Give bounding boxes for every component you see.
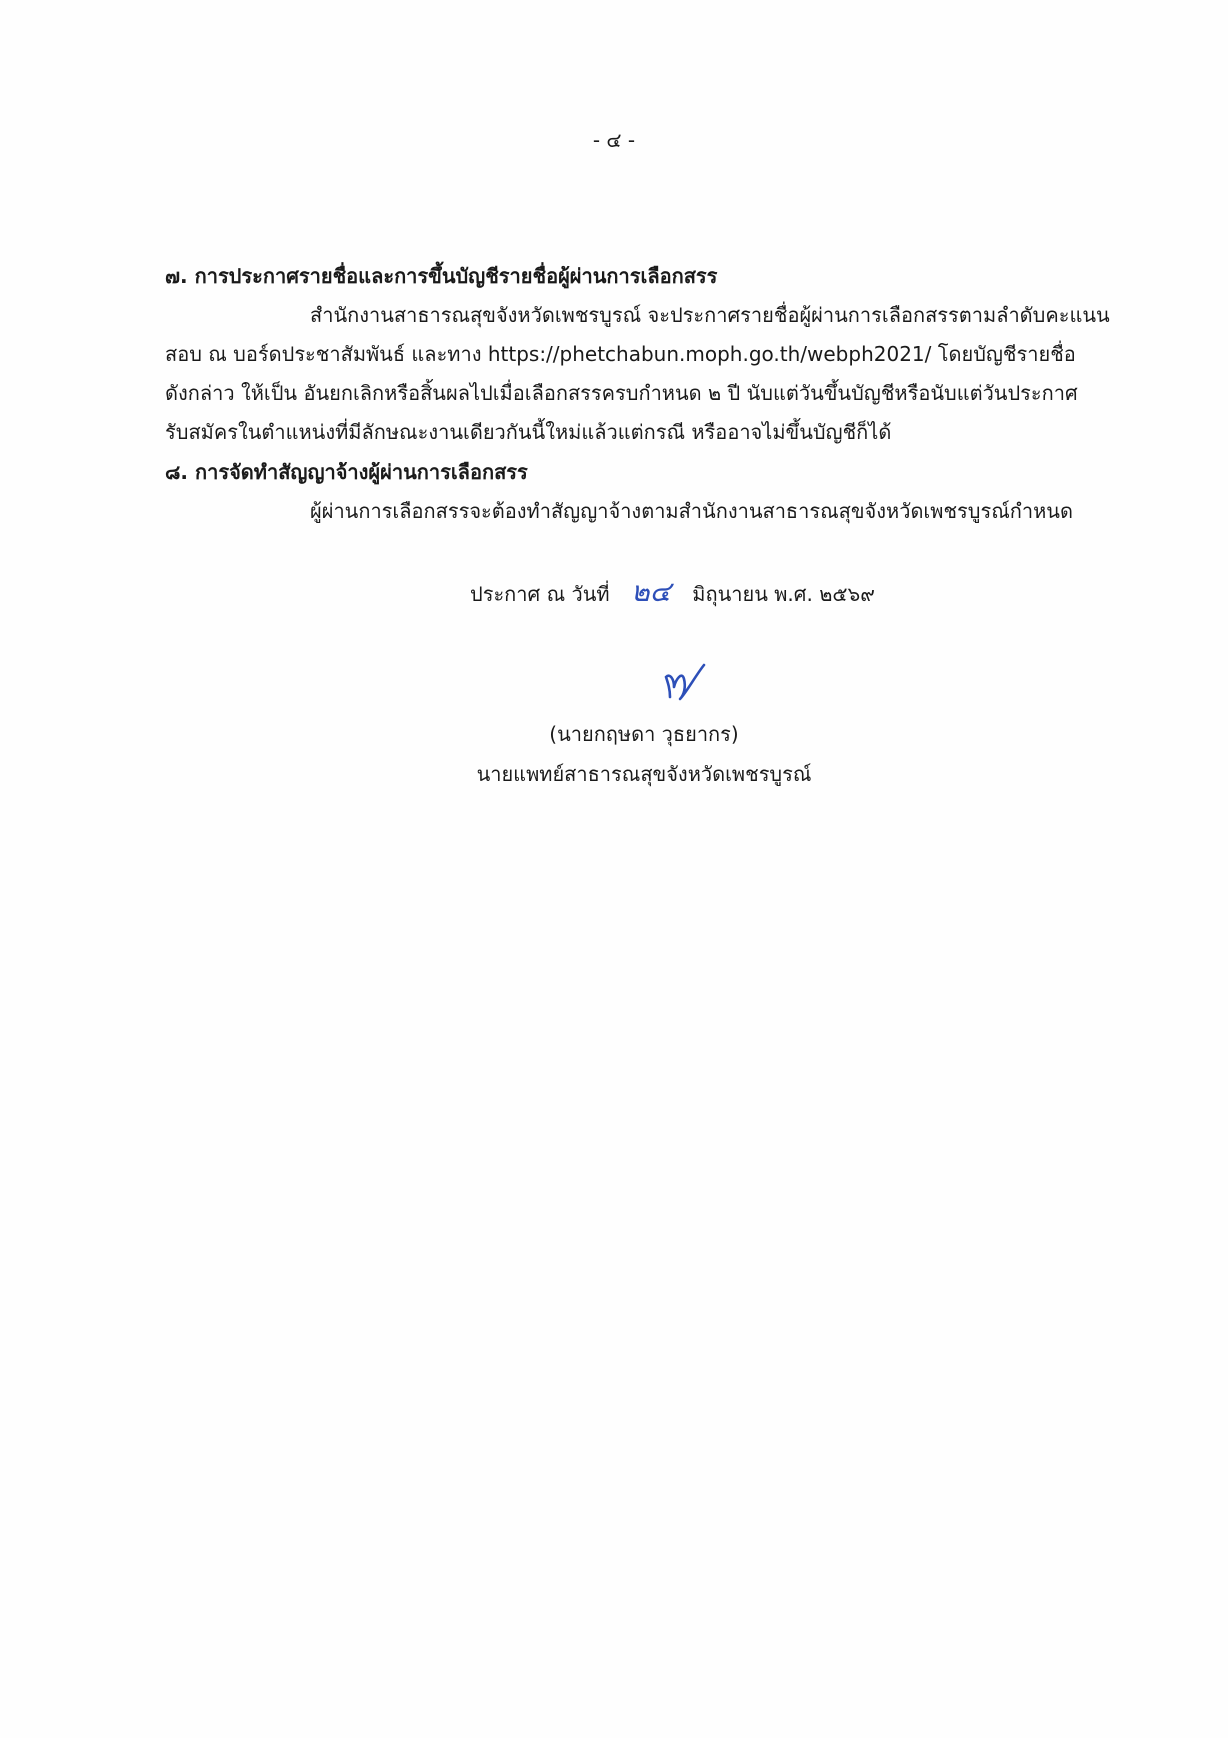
section-7-line-1: สำนักงานสาธารณสุขจังหวัดเพชรบูรณ์ จะประกาศรายชื่อผู้ผ่านการเลือกสรรตามลำดับคะแนน: [310, 303, 1110, 327]
signatory-name: (นายกฤษดา วุธยากร): [549, 722, 739, 746]
handwritten-signature: [660, 655, 720, 705]
section-7: [165, 257, 1120, 452]
signatory-title: นายแพทย์สาธารณสุขจังหวัดเพชรบูรณ์: [476, 762, 812, 786]
section-7-line-2: สอบ ณ บอร์ดประชาสัมพันธ์ และทาง https://phetchabun.moph.go.th/webph2021/ โดยบัญชีรายชื่อ: [165, 342, 1076, 366]
section-7-line-4: รับสมัครในตำแหน่งที่มีลักษณะงานเดียวกันนี้ใหม่แล้วแต่กรณี หรืออาจไม่ขึ้นบัญชีก็ได้: [165, 420, 892, 444]
announcement-month-year: มิถุนายน พ.ศ. ๒๕๖๙: [692, 582, 875, 606]
section-7-heading: ๗. การประกาศรายชื่อและการขึ้นบัญชีรายชื่อผู้ผ่านการเลือกสรร: [165, 264, 718, 288]
section-7-line-3: ดังกล่าว ให้เป็น อันยกเลิกหรือสิ้นผลไปเมื่อเลือกสรรครบกำหนด ๒ ปี นับแต่วันขึ้นบัญชีหรือนับแต่วันประกาศ: [165, 381, 1078, 405]
announcement-day-handwritten: ๒๔: [631, 575, 671, 608]
section-8-line-1: ผู้ผ่านการเลือกสรรจะต้องทำสัญญาจ้างตามสำนักงานสาธารณสุขจังหวัดเพชรบูรณ์กำหนด: [310, 499, 1073, 523]
section-8: [165, 453, 1120, 531]
announcement-prefix: ประกาศ ณ วันที่: [470, 582, 610, 606]
section-8-heading: ๘. การจัดทำสัญญาจ้างผู้ผ่านการเลือกสรร: [165, 460, 528, 484]
announcement-date: [470, 570, 875, 614]
page-number: - ๔ -: [592, 128, 636, 152]
